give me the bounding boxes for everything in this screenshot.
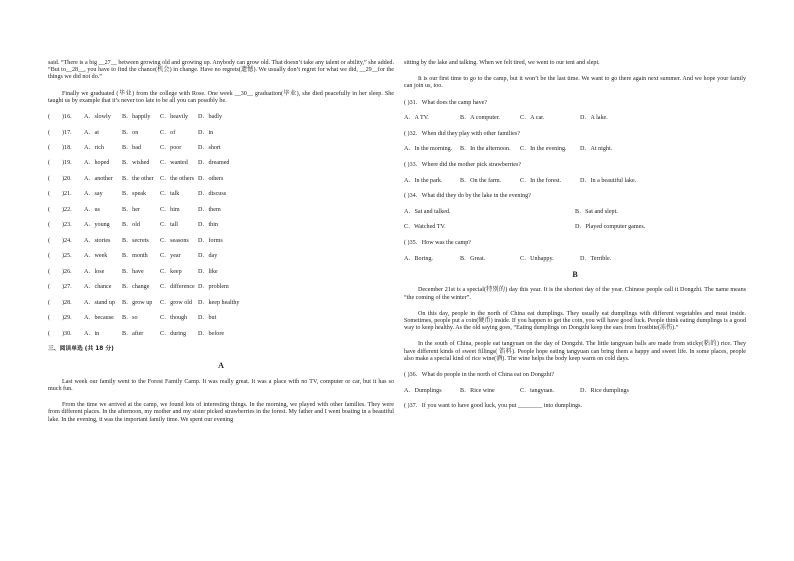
- option: A．chance: [84, 284, 112, 291]
- question-31-options: [404, 115, 746, 122]
- passage-a-paragraph-2: From the time we arrived at the camp, we found lots of interesting things. In the morning, we played with other families. They were from different places. In the afternoon, my mother and my sister picked strawberries in the forest. My father and I went boating in a beautiful lake. In the evening, it was the important family time. We spent our evening: [48, 402, 394, 423]
- option: B．speak: [122, 191, 147, 198]
- option: D．in: [198, 129, 214, 136]
- option: A．another: [84, 175, 113, 182]
- option: D．them: [198, 206, 221, 213]
- option: D．discuss: [198, 191, 227, 198]
- option: A．stand up: [84, 299, 115, 306]
- question-number: )30.: [62, 330, 72, 337]
- question-number: )18.: [62, 144, 72, 151]
- cloze-question-row: [48, 331, 394, 338]
- question-number: )16.: [62, 114, 72, 121]
- option: D．problem: [198, 284, 229, 291]
- question-number: )27.: [62, 284, 72, 291]
- question-number: )20.: [62, 175, 72, 182]
- option: A．us: [84, 206, 100, 213]
- question-33: ( )33．Where did the mother pick strawberries?: [404, 161, 522, 168]
- passage-a-paragraph-4: It is our first time to go to the camp, but it won’t be the last time. We want to go there again next summer. And we hope your family can join us, too.: [404, 76, 746, 90]
- answer-bracket: (: [48, 237, 51, 244]
- option: B．Great.: [460, 255, 486, 262]
- option: D．Terrible.: [580, 255, 612, 262]
- question-number: )28.: [62, 299, 72, 306]
- option: D．forms: [198, 237, 223, 244]
- cloze-question-row: [48, 269, 394, 276]
- option: B．grow up: [122, 299, 153, 306]
- option: D．Played computer games.: [575, 224, 646, 231]
- cloze-question-list: [48, 114, 394, 338]
- option: C．In the forest.: [520, 177, 562, 184]
- answer-bracket: (: [48, 268, 51, 275]
- question-36-options: [404, 388, 746, 395]
- passage-b-label: B: [572, 270, 578, 280]
- option: A．young: [84, 222, 110, 229]
- passage-b-paragraph-3: In the south of China, people eat tangyuan on the day of Dongzhi. The little tangyuan balls are made from sticky(粘的) rice. They have different kinds of sweet fillings( 馅料). People hope eating tangyuan can bring them a happy and sweet life. In some places, people also make a special kind of rice wine(酒). The wine helps the body keep warm on cold days.: [404, 341, 746, 362]
- cloze-question-row: [48, 191, 394, 198]
- cloze-question-row: [48, 145, 394, 152]
- answer-bracket: (: [48, 222, 51, 229]
- option: B．have: [122, 268, 144, 275]
- option: B．month: [122, 253, 148, 260]
- option: C．keep: [160, 268, 182, 275]
- option: B．the other: [122, 175, 154, 182]
- option: A．slowly: [84, 114, 111, 121]
- section-title: 三、阅读单选 (共 18 分): [48, 346, 114, 353]
- option: C．during: [160, 330, 187, 337]
- option: C．talk: [160, 191, 180, 198]
- option: D．A lake.: [580, 115, 608, 122]
- option: B．On the farm.: [460, 177, 502, 184]
- option: B．after: [122, 330, 144, 337]
- question-32-options: [404, 146, 746, 153]
- option: A．A TV.: [404, 115, 429, 122]
- option: C．the others: [160, 175, 195, 182]
- option: A．say: [84, 191, 103, 198]
- option: C．poor: [160, 144, 182, 151]
- cloze-question-row: [48, 315, 394, 322]
- option: D．but: [198, 315, 217, 322]
- cloze-question-row: [48, 130, 394, 137]
- answer-bracket: (: [48, 160, 51, 167]
- option: D．short: [198, 144, 221, 151]
- option: A．In the morning.: [404, 146, 453, 153]
- question-33-options: [404, 178, 746, 185]
- answer-bracket: (: [48, 299, 51, 306]
- cloze-paragraph-1: said. “There is a big __27__ between growing old and growing up. Anybody can grow old. That doesn’t take any talent or ability,” she added. “But to__28__, you have to find the chance(机会) in change. Have no regrets(遗憾). We usually don’t regret for what we did, __29__for the things we did not do.”: [48, 60, 394, 81]
- cloze-question-row: [48, 222, 394, 229]
- passage-a-paragraph-1: Last week our family went to the Forest Family Camp. It was really great. It was a place with no TV, computer or car, but it has so much fun.: [48, 378, 394, 392]
- question-number: )29.: [62, 315, 72, 322]
- cloze-question-row: [48, 253, 394, 260]
- question-35: ( )35．How was the camp?: [404, 239, 472, 246]
- answer-bracket: (: [48, 284, 51, 291]
- option: B．Sat and slept.: [575, 208, 618, 215]
- option: D．like: [198, 268, 218, 275]
- option: B．old: [122, 222, 140, 229]
- cloze-question-row: [48, 114, 394, 121]
- cloze-question-row: [48, 176, 394, 183]
- option: A．Sat and talked.: [404, 208, 451, 215]
- option: A．In the park.: [404, 177, 443, 184]
- option: C．of: [160, 129, 176, 136]
- option: C．difference: [160, 284, 195, 291]
- cloze-question-row: [48, 238, 394, 245]
- answer-bracket: (: [48, 114, 51, 121]
- option: D．dreamed: [198, 160, 230, 167]
- option: B．so: [122, 315, 138, 322]
- question-number: )21.: [62, 191, 72, 198]
- passage-a-paragraph-3: sitting by the lake and talking. When we felt tired, we went to our tent and slept.: [404, 60, 600, 66]
- cloze-question-row: [48, 207, 394, 214]
- option: D．At night.: [580, 146, 613, 153]
- cloze-paragraph-2: Finally we graduated (毕业) from the college with Rose. One week __30__ graduation(毕业), she died peacefully in her sleep. She taught us by example that it’s never too late to be all you can possibly be.: [48, 90, 394, 104]
- option: A．rich: [84, 144, 104, 151]
- option: C．heavily: [160, 114, 189, 121]
- option: B．A computer.: [460, 115, 500, 122]
- question-31: ( )31．What does the camp have?: [404, 99, 488, 106]
- option: B．In the afternoon.: [460, 146, 511, 153]
- option: A．Boring.: [404, 255, 433, 262]
- passage-b-paragraph-2: On this day, people in the north of China eat dumplings. They usually eat dumplings with different vegetables and meat inside. Sometimes, people put a coin(硬币) inside. If you happen to get the coin, you will have good luck. People think eating dumplings is a good way to keep healthy. As the old saying goes, “Eating dumplings on Dongzhi keep the ears from frostbite(冻伤).”: [404, 310, 746, 332]
- question-34: ( )34．What did they do by the lake in the evening?: [404, 193, 531, 200]
- question-number: )24.: [62, 237, 72, 244]
- option: C．year: [160, 253, 181, 260]
- option: D．badly: [198, 114, 223, 121]
- option: C．Unhappy.: [520, 255, 554, 262]
- option: A．lose: [84, 268, 105, 275]
- option: B．Rice wine: [460, 387, 495, 394]
- option: C．him: [160, 206, 180, 213]
- option: A．in: [84, 330, 100, 337]
- option: D．before: [198, 330, 225, 337]
- question-number: )22.: [62, 206, 72, 213]
- option: D．thin: [198, 222, 218, 229]
- option: D．Rice dumplings: [580, 387, 629, 394]
- answer-bracket: (: [48, 315, 51, 322]
- answer-bracket: (: [48, 144, 51, 151]
- option: C．tall: [160, 222, 178, 229]
- answer-bracket: (: [48, 191, 51, 198]
- passage-a-label: A: [218, 361, 224, 371]
- option: B．secrets: [122, 237, 149, 244]
- option: D．day: [198, 253, 218, 260]
- question-34-options-row-1: [404, 209, 746, 216]
- option: C．seasons: [160, 237, 189, 244]
- option: A．because: [84, 315, 114, 322]
- cloze-question-row: [48, 160, 394, 167]
- left-column: [48, 60, 394, 433]
- answer-bracket: (: [48, 129, 51, 136]
- answer-bracket: (: [48, 330, 51, 337]
- option: A．week: [84, 253, 108, 260]
- answer-bracket: (: [48, 253, 51, 260]
- option: D．In a beautiful lake.: [580, 177, 637, 184]
- option: B．happily: [122, 114, 151, 121]
- option: A．stories: [84, 237, 111, 244]
- right-column: [404, 60, 746, 419]
- question-34-options-row-2: [404, 224, 746, 231]
- question-number: )17.: [62, 129, 72, 136]
- question-number: )23.: [62, 222, 72, 229]
- option: C．grow old: [160, 299, 192, 306]
- question-32: ( )32．When did they play with other families?: [404, 130, 520, 137]
- option: C．wanted: [160, 160, 188, 167]
- cloze-question-row: [48, 300, 394, 307]
- answer-bracket: (: [48, 175, 51, 182]
- option: D．others: [198, 175, 224, 182]
- question-36: ( )36．What do people in the north of China eat on Dongzhi?: [404, 371, 555, 378]
- question-number: )19.: [62, 160, 72, 167]
- option: C．Watched TV.: [404, 224, 446, 231]
- question-number: )26.: [62, 268, 72, 275]
- cloze-question-row: [48, 284, 394, 291]
- option: B．wished: [122, 160, 150, 167]
- option: C．A car.: [520, 115, 545, 122]
- option: C．though: [160, 315, 188, 322]
- option: C．tangyuan.: [520, 387, 555, 394]
- option: B．her: [122, 206, 140, 213]
- question-35-options: [404, 256, 746, 263]
- passage-b-paragraph-1: December 21st is a special(特别的) day this year. It is the shortest day of the year. Chinese people call it Dongzhi. The name means “the coming of the winter”.: [404, 287, 746, 301]
- answer-bracket: (: [48, 206, 51, 213]
- option: B．change: [122, 284, 150, 291]
- option: C．In the evening.: [520, 146, 567, 153]
- option: A．hoped: [84, 160, 110, 167]
- option: D．keep healthy: [198, 299, 240, 306]
- question-number: )25.: [62, 253, 72, 260]
- option: A．Dumplings: [404, 387, 442, 394]
- option: B．bad: [122, 144, 141, 151]
- question-37: ( )37．If you want to have good luck, you put ________ into dumplings.: [404, 403, 583, 410]
- option: A．at: [84, 129, 99, 136]
- option: B．on: [122, 129, 139, 136]
